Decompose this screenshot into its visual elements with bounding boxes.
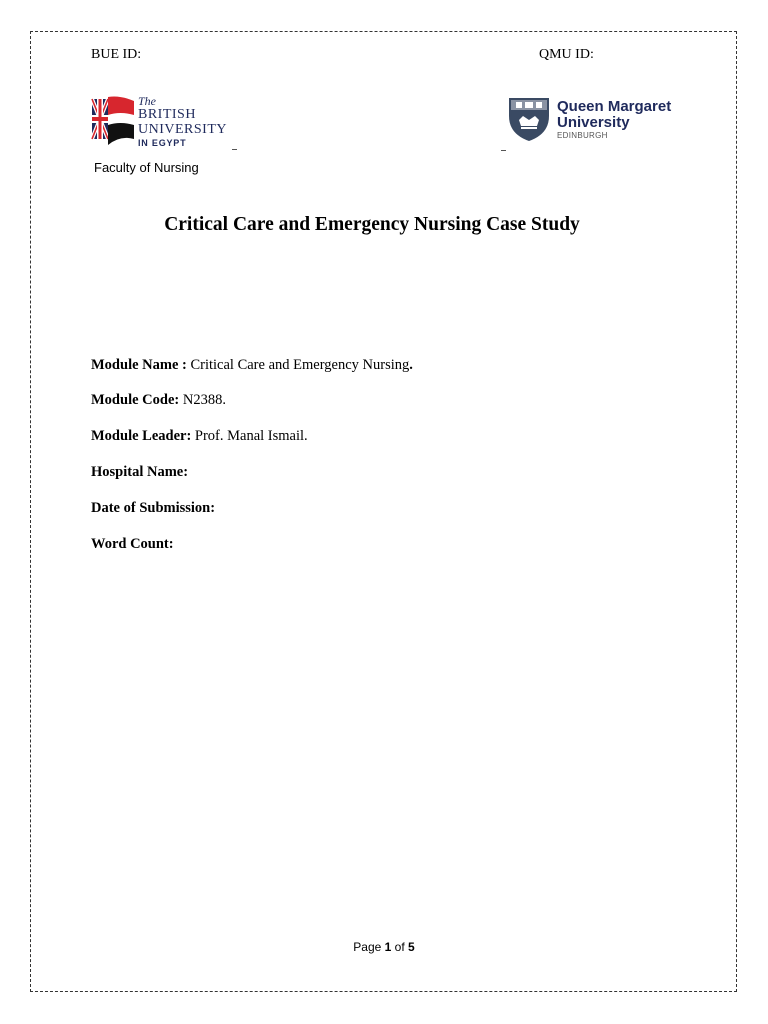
field-label: Module Name :: [91, 357, 187, 373]
field-date-of-submission: [91, 500, 215, 517]
bue-university: UNIVERSITY: [138, 122, 227, 137]
qmu-queen-margaret: Queen Margaret: [557, 98, 672, 115]
qmu-university: University: [557, 114, 630, 131]
bue-wordmark: [138, 95, 227, 148]
field-label: Hospital Name:: [91, 464, 189, 480]
qmu-shield-icon: [507, 96, 551, 142]
qmu-id-label: QMU ID:: [539, 47, 594, 62]
total-pages: 5: [408, 940, 415, 954]
bue-british: BRITISH: [138, 107, 196, 122]
qmu-edinburgh: EDINBURGH: [557, 131, 608, 140]
underline-mark: [232, 149, 237, 150]
page-word: Page: [353, 940, 382, 954]
bue-the: The: [138, 94, 156, 108]
field-label: Date of Submission:: [91, 500, 216, 516]
underline-mark: [501, 150, 506, 151]
qmu-logo: [507, 96, 687, 146]
field-value: Critical Care and Emergency Nursing: [190, 357, 410, 373]
field-module-code: [91, 392, 226, 409]
field-value: N2388.: [182, 392, 226, 408]
field-module-name: [91, 357, 413, 374]
current-page: 1: [384, 940, 392, 954]
field-value: Prof. Manal Ismail.: [194, 428, 308, 444]
field-label: Word Count:: [91, 536, 174, 552]
field-word-count: [91, 536, 174, 553]
page-number: [0, 940, 768, 954]
document-title: Critical Care and Emergency Nursing Case Study: [164, 214, 580, 235]
bue-logo: [90, 95, 240, 150]
field-module-leader: [91, 428, 308, 445]
field-label: Module Leader:: [91, 428, 192, 444]
bue-id-label: BUE ID:: [91, 47, 142, 62]
field-hospital-name: [91, 464, 188, 481]
bue-emblem-icon: [90, 95, 136, 147]
field-label: Module Code:: [91, 392, 180, 408]
bue-in-egypt: IN EGYPT: [138, 138, 187, 148]
qmu-wordmark: [557, 99, 671, 140]
faculty-name: Faculty of Nursing: [94, 160, 199, 175]
of-word: of: [394, 940, 405, 954]
field-suffix: .: [409, 357, 413, 373]
